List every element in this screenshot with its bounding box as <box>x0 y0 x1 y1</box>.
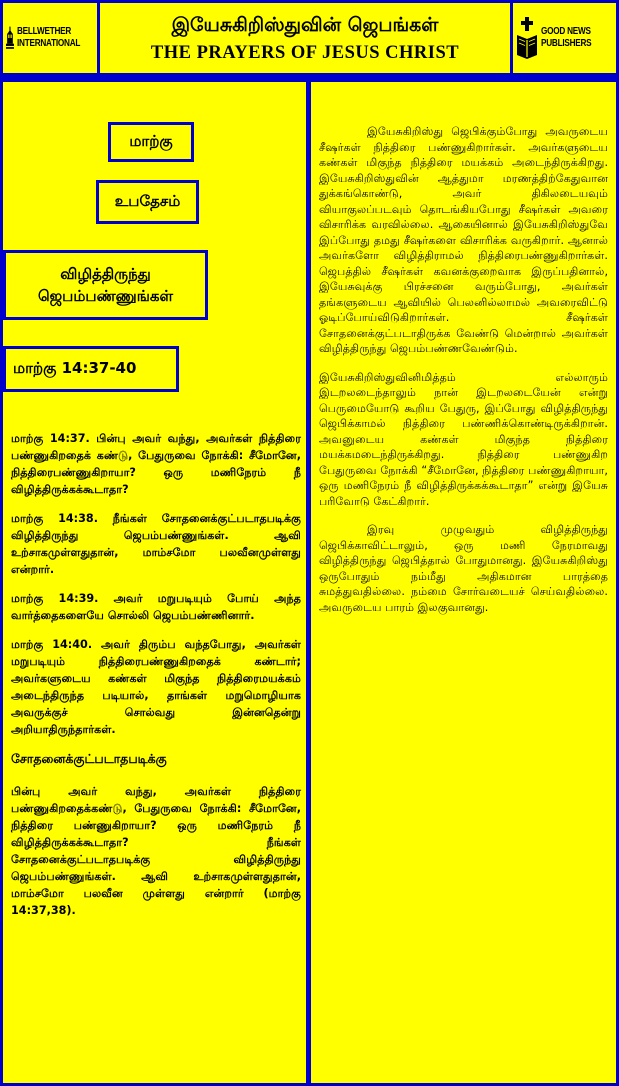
verse-14-40: மாற்கு 14:40. அவர் திரும்ப வந்தபோது, அவர்கள் மறுபடியும் நித்திரைபண்ணுகிறதைக் கண்டார்; அவர்களுடைய கண்கள் மிகுந்த நித்திரைமயக்கம் அடைந்திருந்த படியால், தாங்கள் மறுமொழியாக அவருக்குச் சொல்வது இன்னதென்று அறியாதிருந்தார்கள். <box>11 638 301 736</box>
title-tamil: இயேசுகிறிஸ்துவின் ஜெபங்கள் <box>171 14 439 36</box>
bellwether-logo <box>3 3 97 73</box>
right-column <box>311 82 616 1083</box>
section-heading: சோதனைக்குட்படாதபடிக்கு <box>11 751 167 766</box>
teaching-label: உபதேசம் <box>96 180 199 224</box>
bellwether-icon <box>6 18 14 58</box>
book-label: மாற்கு <box>108 122 194 162</box>
reference-label: மாற்கு 14:37-40 <box>3 346 179 392</box>
topic-line1: விழித்திருந்து <box>60 265 151 283</box>
book-icon <box>516 17 538 59</box>
title-english: THE PRAYERS OF JESUS CHRIST <box>150 43 460 63</box>
right-logo-line2: PUBLISHERS <box>541 38 592 49</box>
verse-14-37: மாற்கு 14:37. பின்பு அவர் வந்து, அவர்கள் நித்திரை பண்ணுகிறதைக் கண்டு, பேதுருவை நோக்கி: சீமோனே, நித்திரைபண்ணுகிறாயா? ஒரு மணிநேரம் நீ விழித்திருக்கக்கூடாதா? <box>11 432 301 496</box>
essay-paragraph-3: இரவு முழுவதும் விழித்திருந்து ஜெபிக்காவிட்டாலும், ஒரு மணி நேரமாவது விழித்திருந்து ஜெபித்தால் போதுமானது. இயேசுகிறிஸ்து ஒருபோதும் நம்மீது அதிகமான பாரத்தை சுமத்துவதில்லை. நம்மை சோர்வடையச் செய்வதில்லை. அவருடைய பாரம் இலகுவானது. <box>319 523 608 614</box>
topic-label <box>3 250 208 320</box>
essay-paragraph-2: இயேசுகிறிஸ்துவினிமித்தம் எல்லாரும் இடறலடைந்தாலும் நான் இடறலடையேன் என்று பெருமையோடு கூறிய பேதுரு, இப்போது விழித்திருந்து ஜெபிக்காமல் நித்திரை பண்ணிக்கொண்டிருக்கிறான். அவனுடைய கண்கள் மிகுந்த நித்திரை மயக்கமடைந்திருக்கிறது. நித்திரை பண்ணுகிற பேதுருவை நோக்கி “சீமோனே, நித்திரை பண்ணுகிறாயா, ஒரு மணிநேரம் நீ விழித்திருக்கக்கூடாதா” என்று இயேசு பரிவோடு கேட்கிறார். <box>319 370 608 508</box>
topic-line2: ஜெபம்பண்ணுங்கள் <box>38 287 173 305</box>
essay-block <box>319 124 608 628</box>
summary-paragraph: பின்பு அவர் வந்து, அவர்கள் நித்திரை பண்ணுகிறதைக்கண்டு, பேதுருவை நோக்கி: சீமோனே, நித்திரை பண்ணுகிறாயா? ஒரு மணிநேரம் நீ விழித்திருக்கக்கூடாதா? நீங்கள் சோதனைக்குட்படாதபடிக்கு விழித்திருந்து ஜெபம்பண்ணுங்கள். ஆவி உற்சாகமுள்ளதுதான், மாம்சமோ பலவீன முள்ளது என்றார் (மாற்கு 14:37,38). <box>11 785 301 917</box>
verse-14-38: மாற்கு 14:38. நீங்கள் சோதனைக்குட்படாதபடிக்கு விழித்திருந்து ஜெபம்பண்ணுங்கள். ஆவி உற்சாகமுள்ளதுதான், மாம்சமோ பலவீனமுள்ளது என்றார். <box>11 512 301 576</box>
verses-block <box>11 430 301 931</box>
good-news-logo <box>513 3 616 73</box>
right-logo-line1: GOOD NEWS <box>541 26 591 37</box>
essay-paragraph-1: இயேசுகிறிஸ்து ஜெபிக்கும்போது அவருடைய சீஷர்கள் நித்திரை பண்ணுகிறார்கள். அவர்களுடைய கண்கள் மிகுந்த நித்திரை மயக்கம் அடைந்திருக்கிறது. இயேசுகிறிஸ்துவின் ஆத்துமா மரணத்திற்கேதுவான துக்கங்கொண்டு, அவர் திகிலடையவும் வியாகுலப்படவும் தொடங்கியபோது சீஷர்கள் அவரை விசாரிக்க வரவில்லை. ஆகையினால் இயேசுகிறிஸ்துவே இப்போது தமது சீஷர்களை விசாரிக்க வருகிறார். ஆனால் அவர்களோ விழித்திராமல் நித்திரைபண்ணுகிறார்கள். ஜெபத்தில் சீஷர்கள் கவனக்குறைவாக இருப்பதினால், இயேசுவுக்கு பிரச்சனை வரும்போது, அவர்கள் தங்களுடைய ஆவியில் பெலனில்லாமல் அவரைவிட்டு ஓடிப்போய்விடுகிறார்கள். சீஷர்கள் சோதனைக்குட்படாதிருக்க வேண்டு மென்றால் அவர்கள் விழித்திருந்து ஜெபம்பண்ணவேண்டும். <box>319 125 608 355</box>
left-logo-line1: BELLWETHER <box>16 26 71 37</box>
header-title <box>100 3 510 73</box>
left-logo-line2: INTERNATIONAL <box>16 38 81 49</box>
left-column <box>3 82 306 1083</box>
verse-14-39: மாற்கு 14:39. அவர் மறுபடியும் போய் அந்த வார்த்தைகளையே சொல்லி ஜெபம்பண்ணினார். <box>11 592 301 622</box>
